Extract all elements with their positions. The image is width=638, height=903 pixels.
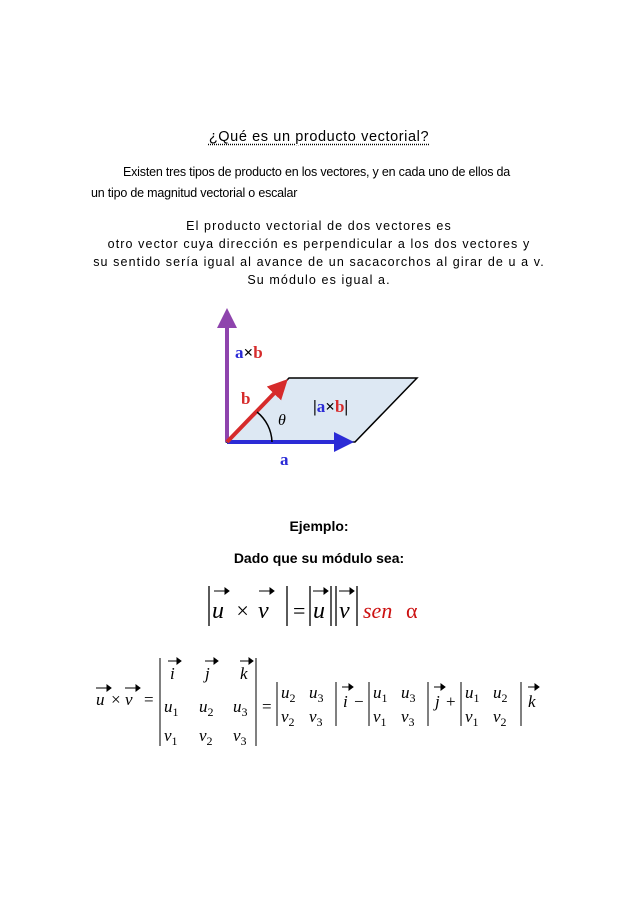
page-title: ¿Qué es un producto vectorial? [208,129,430,145]
mag-rhs-v: v [339,598,350,624]
m2-v3: $v_3$ [401,707,415,729]
m2-u1: $u_1$ [373,683,388,705]
m2-v1: $v_1$ [373,707,387,729]
m2-j: j [435,692,440,711]
definition-line-4: Su módulo es igual a. [247,273,391,287]
intro-line-1: Existen tres tipos de producto en los vectores, y en cada uno de ellos da [123,165,511,179]
label-a: a [280,450,289,469]
definition-line-2: otro vector cuya dirección es perpendicular a los dos vectores y [107,237,531,251]
m3-v2: $v_2$ [493,707,507,729]
intro-line-2: un tipo de magnitud vectorial o escalar [91,186,298,200]
det-v2: $v_2$ [199,726,213,748]
det-plus: + [446,692,456,711]
det-v1: $v_1$ [164,726,178,748]
mag-lhs-v: v [258,598,269,624]
det-j: j [205,664,210,683]
det-lhs-v: v [125,690,133,709]
determinant-formula [88,655,548,750]
det-equals-2: = [262,697,272,716]
det-u1: $u_1$ [164,697,179,719]
m1-v2: $v_2$ [281,707,295,729]
m3-v1: $v_1$ [465,707,479,729]
m1-v3: $v_3$ [309,707,323,729]
example-heading: Ejemplo: [289,518,349,534]
det-k: k [240,664,248,683]
det-v3: $v_3$ [233,726,247,748]
det-lhs-u: u [96,690,105,709]
cross-product-diagram [205,300,430,475]
m1-u3: $u_3$ [309,683,324,705]
mag-rhs-u: u [313,598,325,624]
mag-lhs-u: u [212,598,224,624]
definition-line-1: El producto vectorial de dos vectores es [186,219,452,233]
mag-alpha: α [406,598,418,623]
mag-equals: = [293,598,306,623]
det-equals-1: = [144,690,154,709]
det-u3: $u_3$ [233,697,248,719]
m2-u3: $u_3$ [401,683,416,705]
m3-u2: $u_2$ [493,683,508,705]
det-lhs-times: × [110,690,122,709]
m3-k: k [528,692,536,711]
det-minus: − [354,692,364,711]
det-u2: $u_2$ [199,697,214,719]
m1-u2: $u_2$ [281,683,296,705]
label-b: b [241,389,251,408]
mag-lhs-times: × [235,598,250,623]
label-theta: θ [278,412,286,429]
det-i: i [170,664,175,683]
example-subheading: Dado que su módulo sea: [233,550,405,566]
magnitude-formula [200,578,440,634]
definition-line-3: su sentido sería igual al avance de un sacacorchos al girar de u a v. [93,255,545,269]
m3-u1: $u_1$ [465,683,480,705]
label-axb: a×b [235,343,263,362]
mag-sen: sen [363,598,393,623]
label-norm: |a×b| [313,397,349,416]
m1-i: i [343,692,348,711]
